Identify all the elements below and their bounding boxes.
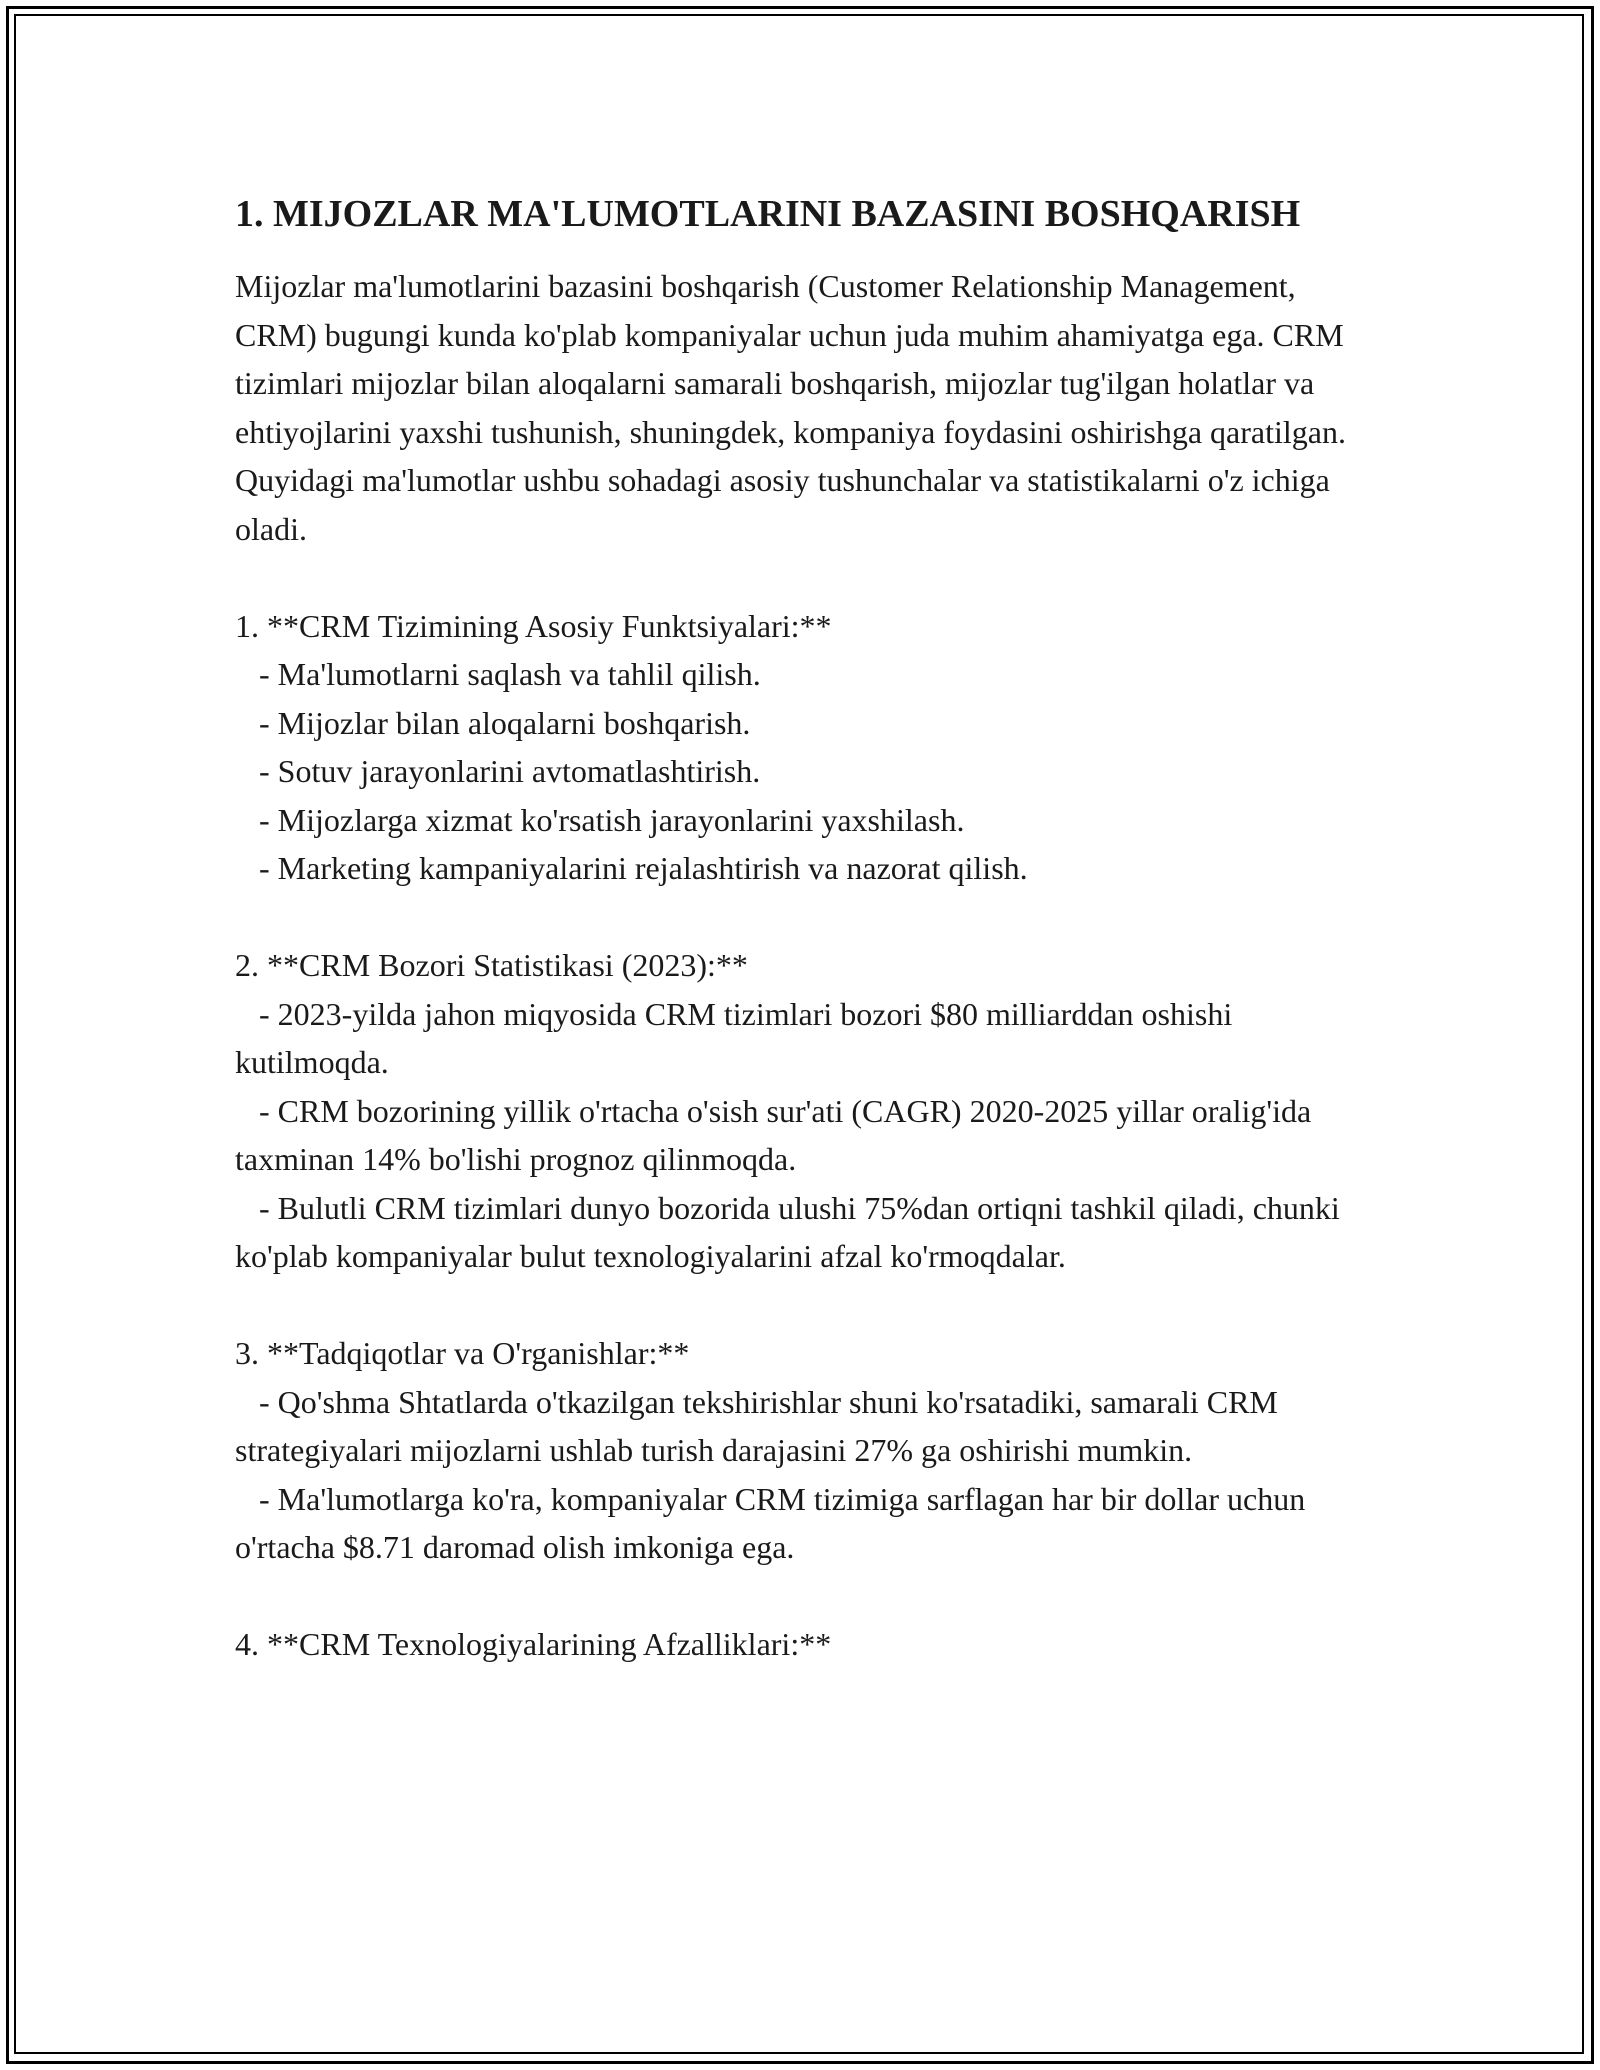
section-heading: 2. **CRM Bozori Statistikasi (2023):** bbox=[235, 947, 748, 983]
section-heading: 1. **CRM Tizimining Asosiy Funktsiyalari:** bbox=[235, 607, 832, 644]
section-crm-market-statistics bbox=[235, 941, 1375, 1281]
section-heading: 3. **Tadqiqotlar va O'rganishlar:** bbox=[235, 1335, 690, 1371]
document-title: 1. MIJOZLAR MA'LUMOTLARINI BAZASINI BOSHQARISH bbox=[235, 193, 1301, 235]
list-item: - Mijozlarga xizmat ko'rsatish jarayonlarini yaxshilash. bbox=[235, 801, 965, 838]
list-item: - Marketing kampaniyalarini rejalashtirish va nazorat qilish. bbox=[235, 850, 1028, 886]
list-item: - Qo'shma Shtatlarda o'tkazilgan tekshirishlar shuni ko'rsatadiki, samarali CRM strategiyalari mijozlarni ushlab turish darajasini 27% ga oshirishi mumkin. bbox=[235, 1383, 1286, 1468]
list-item: - Mijozlar bilan aloqalarni boshqarish. bbox=[235, 704, 751, 741]
document-body bbox=[235, 186, 1375, 1669]
section-research bbox=[235, 1329, 1375, 1572]
list-item: - Ma'lumotlarni saqlash va tahlil qilish. bbox=[235, 656, 761, 692]
list-item: - Ma'lumotlarga ko'ra, kompaniyalar CRM tizimiga sarflagan har bir dollar uchun o'rtacha $8.71 daromad olish imkoniga ega. bbox=[235, 1480, 1314, 1565]
section-heading: 4. **CRM Texnologiyalarining Afzalliklari:** bbox=[235, 1626, 832, 1662]
list-item: - Bulutli CRM tizimlari dunyo bozorida ulushi 75%dan ortiqni tashkil qiladi, chunki ko'plab kompaniyalar bulut texnologiyalarini afzal ko'rmoqdalar. bbox=[235, 1189, 1348, 1274]
section-crm-functions bbox=[235, 602, 1375, 893]
section-crm-advantages bbox=[235, 1620, 1375, 1669]
list-item: - CRM bozorining yillik o'rtacha o'sish sur'ati (CAGR) 2020-2025 yillar oralig'ida taxminan 14% bo'lishi prognoz qilinmoqda. bbox=[235, 1092, 1320, 1177]
list-item: - Sotuv jarayonlarini avtomatlashtirish. bbox=[235, 753, 761, 789]
list-item: - 2023-yilda jahon miqyosida CRM tizimlari bozori $80 milliarddan oshishi kutilmoqda. bbox=[235, 995, 1241, 1080]
intro-paragraph: Mijozlar ma'lumotlarini bazasini boshqarish (Customer Relationship Management, CRM) bugungi kunda ko'plab kompaniyalar uchun juda muhim ahamiyatga ega. CRM tizimlari mijozlar bilan aloqalarni samarali boshqarish, mijozlar tug'ilgan holatlar va ehtiyojlarini yaxshi tushunish, shuningdek, kompaniya foydasini oshirishga qaratilgan. Quyidagi ma'lumotlar ushbu sohadagi asosiy tushunchalar va statistikalarni o'z ichiga oladi. bbox=[235, 268, 1346, 547]
